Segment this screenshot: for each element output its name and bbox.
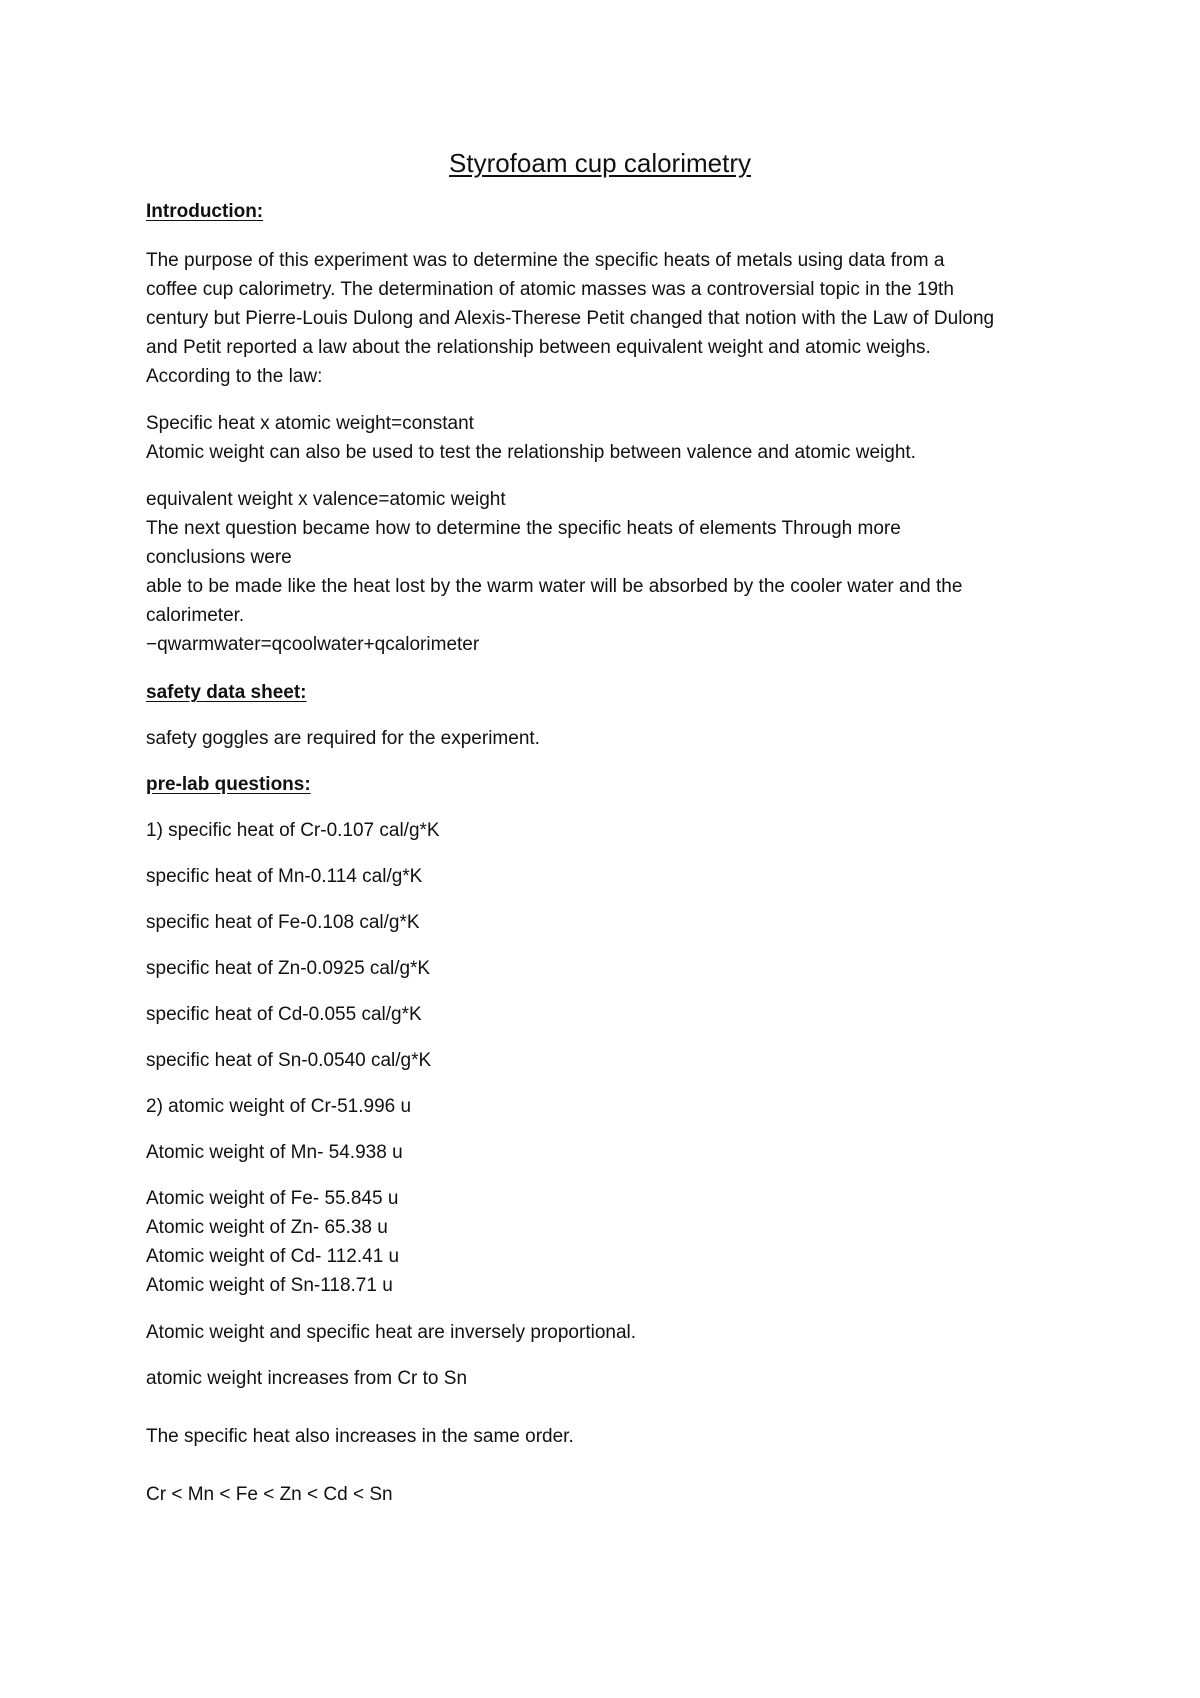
atomic-weight-item: 2) atomic weight of Cr-51.996 u	[146, 1096, 412, 1117]
atomic-weight-item: Atomic weight of Cd- 112.41 u	[146, 1246, 400, 1267]
introduction-heading: Introduction:	[146, 201, 264, 222]
law-line: Specific heat x atomic weight=constant	[146, 413, 474, 434]
page-title: Styrofoam cup calorimetry	[449, 148, 751, 178]
equation-line: able to be made like the heat lost by the warm water will be absorbed by the cooler water and the	[146, 576, 963, 597]
equation-line: conclusions were	[146, 547, 292, 568]
specific-heat-item: specific heat of Sn-0.0540 cal/g*K	[146, 1050, 432, 1071]
safety-heading: safety data sheet:	[146, 682, 307, 703]
ordering-line: Cr < Mn < Fe < Zn < Cd < Sn	[146, 1484, 393, 1505]
conclusion-line: atomic weight increases from Cr to Sn	[146, 1368, 468, 1389]
atomic-weight-item: Atomic weight of Zn- 65.38 u	[146, 1217, 388, 1238]
conclusion-line: Atomic weight and specific heat are inversely proportional.	[146, 1322, 637, 1343]
specific-heat-item: specific heat of Mn-0.114 cal/g*K	[146, 866, 423, 887]
intro-paragraph-line: The purpose of this experiment was to determine the specific heats of metals using data from a	[146, 250, 945, 271]
equation-line: equivalent weight x valence=atomic weight	[146, 489, 506, 510]
intro-paragraph-line: century but Pierre-Louis Dulong and Alexis-Therese Petit changed that notion with the Law of Dulong	[146, 308, 995, 329]
intro-paragraph-line: According to the law:	[146, 366, 323, 387]
intro-paragraph-line: and Petit reported a law about the relationship between equivalent weight and atomic weighs.	[146, 337, 931, 358]
intro-paragraph-line: coffee cup calorimetry. The determination of atomic masses was a controversial topic in the 19th	[146, 279, 954, 300]
safety-text: safety goggles are required for the experiment.	[146, 728, 540, 749]
specific-heat-item: specific heat of Cd-0.055 cal/g*K	[146, 1004, 422, 1025]
heat-equation: −qwarmwater=qcoolwater+qcalorimeter	[146, 634, 480, 655]
atomic-weight-item: Atomic weight of Mn- 54.938 u	[146, 1142, 403, 1163]
conclusion-line: The specific heat also increases in the same order.	[146, 1426, 574, 1447]
law-line: Atomic weight can also be used to test the relationship between valence and atomic weight.	[146, 442, 916, 463]
specific-heat-item: specific heat of Fe-0.108 cal/g*K	[146, 912, 420, 933]
equation-line: The next question became how to determine the specific heats of elements Through more	[146, 518, 901, 539]
equation-line: calorimeter.	[146, 605, 245, 626]
atomic-weight-item: Atomic weight of Sn-118.71 u	[146, 1275, 393, 1296]
specific-heat-item: specific heat of Zn-0.0925 cal/g*K	[146, 958, 431, 979]
atomic-weight-item: Atomic weight of Fe- 55.845 u	[146, 1188, 399, 1209]
specific-heat-item: 1) specific heat of Cr-0.107 cal/g*K	[146, 820, 440, 841]
prelab-heading: pre-lab questions:	[146, 774, 311, 795]
